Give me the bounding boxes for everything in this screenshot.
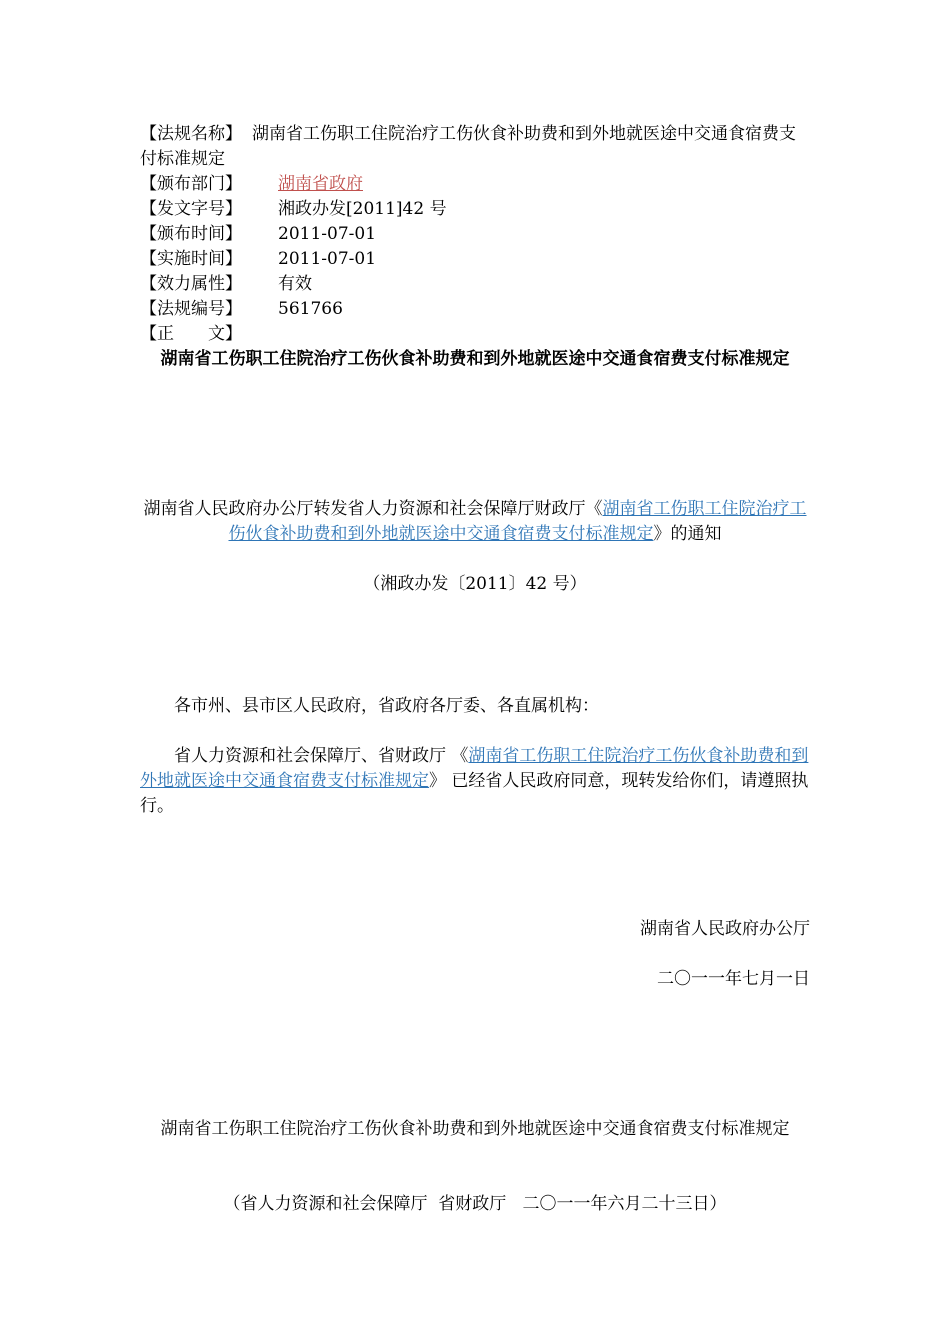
meta-key: 【实施时间】 <box>140 249 242 269</box>
meta-row-effective <box>140 247 810 272</box>
notice-title <box>140 497 810 547</box>
regulation-title: 湖南省工伤职工住院治疗工伤伙食补助费和到外地就医途中交通食宿费支付标准规定 <box>160 1119 790 1139</box>
meta-value: 2011-07-01 <box>278 249 377 269</box>
signature-org: 湖南省人民政府办公厅 <box>640 919 810 939</box>
meta-row-docno <box>140 197 810 222</box>
regulation-issuer: （省人力资源和社会保障厅 省财政厅 二〇一一年六月二十三日） <box>223 1194 727 1214</box>
meta-value: 有效 <box>278 274 312 294</box>
dept-link[interactable]: 湖南省政府 <box>278 174 363 194</box>
notice-doc-number: （湘政办发〔2011〕42 号） <box>363 574 587 594</box>
meta-value: 湖南省工伤职工住院治疗工伤伙食补助费和到外地就医途中交通食宿费支付标准规定 <box>140 124 796 169</box>
meta-value: 561766 <box>278 299 343 319</box>
meta-value: 2011-07-01 <box>278 224 377 244</box>
meta-row-name <box>140 122 810 172</box>
signature-date: 二〇一一年七月一日 <box>657 969 810 989</box>
document-page <box>140 122 810 372</box>
meta-row-dept <box>140 172 810 197</box>
addressee: 各市州、县市区人民政府，省政府各厅委、各直属机构： <box>174 696 599 716</box>
meta-key: 【发文字号】 <box>140 199 242 219</box>
meta-key: 【法规编号】 <box>140 299 242 319</box>
meta-key: 【颁布时间】 <box>140 224 242 244</box>
regulation-link[interactable]: 湖南省工伤职工住院治疗工伤伙食补助费和到外地就医途中交通食宿费支付标准规定 <box>140 746 809 791</box>
meta-key: 【颁布部门】 <box>140 174 242 194</box>
meta-row-number <box>140 297 810 322</box>
meta-value: 湘政办发[2011]42 号 <box>278 199 447 219</box>
meta-key: 【正 文】 <box>140 324 242 344</box>
body-paragraph <box>140 744 810 819</box>
meta-row-text <box>140 322 810 347</box>
notice-suffix: 》的通知 <box>653 524 722 544</box>
notice-prefix: 湖南省人民政府办公厅转发省人力资源和社会保障厅财政厅《 <box>143 499 603 519</box>
regulation-link[interactable]: 湖南省工伤职工住院治疗工伤伙食补助费和到外地就医途中交通食宿费支付标准规定 <box>228 499 807 544</box>
body-suffix: 》 已经省人民政府同意，现转发给你们，请遵照执行。 <box>140 771 809 816</box>
meta-row-issued <box>140 222 810 247</box>
body-prefix: 省人力资源和社会保障厅、省财政厅 《 <box>174 746 469 766</box>
meta-key: 【效力属性】 <box>140 274 242 294</box>
meta-key: 【法规名称】 <box>140 124 242 144</box>
meta-row-status <box>140 272 810 297</box>
document-title: 湖南省工伤职工住院治疗工伤伙食补助费和到外地就医途中交通食宿费支付标准规定 <box>160 349 790 369</box>
